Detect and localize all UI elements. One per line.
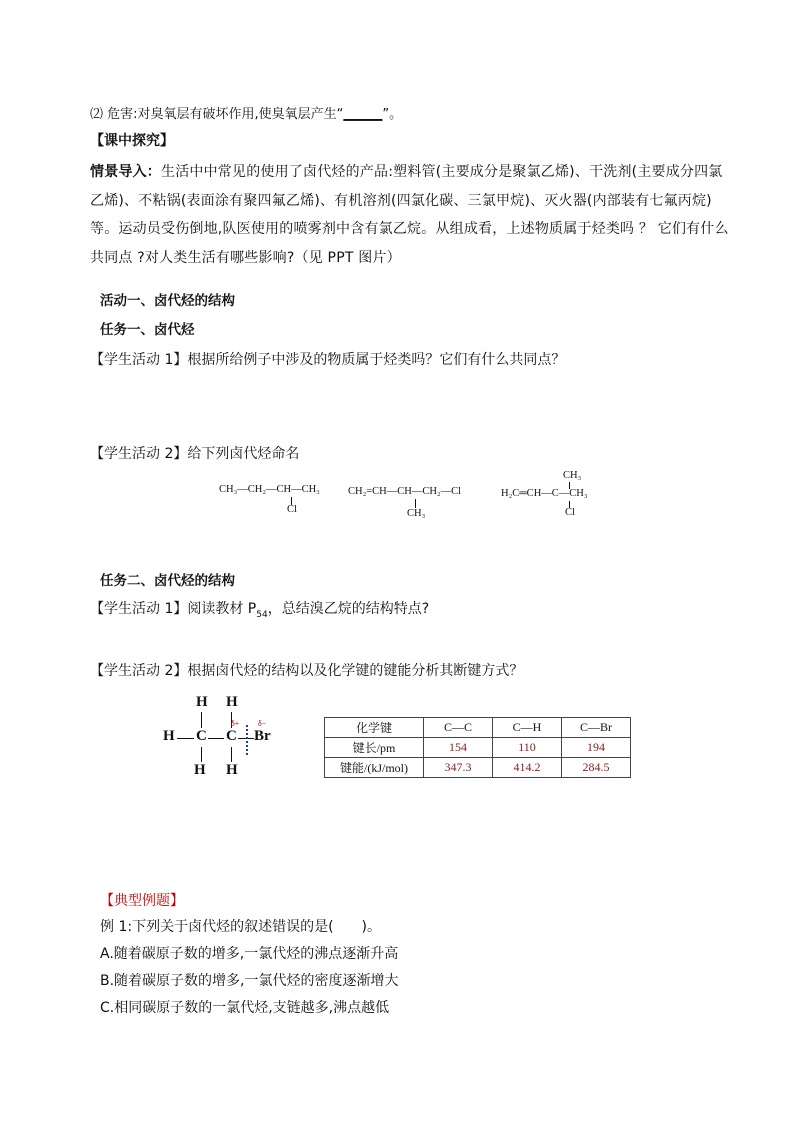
activity-tail: ，总结溴乙烷的结构特点? — [267, 601, 430, 617]
table-cell: 347.3 — [424, 758, 493, 778]
bond-bottom-right — [231, 747, 232, 762]
table-header-cell: C—H — [493, 718, 562, 738]
table-cell: 284.5 — [562, 758, 631, 778]
formula-2-sub: CH₃ — [407, 508, 426, 519]
formula-3-main: H₂C═CH—C—CH₃ — [501, 488, 588, 499]
examples-header: 【典型例题】 — [100, 893, 184, 909]
atom-h-bottom-right: H — [226, 762, 238, 778]
activity-tag: 【学生活动 1】 — [90, 601, 188, 617]
intro-lead: 情景导入： — [90, 164, 161, 180]
atom-h-left: H — [163, 728, 175, 744]
task1-activity2 — [90, 443, 299, 463]
formula-3-sub: Cl — [565, 507, 575, 518]
activity-text: 根据所给例子中涉及的物质属于烃类吗？它们有什么共同点？ — [187, 352, 566, 368]
example1-option-b: B.随着碳原子数的增多,一氯代烃的密度逐渐增大 — [100, 973, 399, 989]
activity1-title: 活动一、卤代烃的结构 — [100, 293, 235, 309]
table-cell: 110 — [493, 738, 562, 758]
page-subscript: 54 — [256, 609, 268, 620]
formula-3-top: CH₃ — [563, 470, 582, 481]
cleavage-dotted-line — [246, 725, 248, 755]
task1-activity1 — [90, 349, 565, 369]
table-header-row — [325, 718, 631, 738]
table-cell: 194 — [562, 738, 631, 758]
hazard-blank: ______ — [343, 107, 383, 122]
table-header-cell: C—C — [424, 718, 493, 738]
formula-2-bond — [415, 499, 416, 508]
activity-tag: 【学生活动 2】 — [90, 446, 188, 462]
row-label: 键长/pm — [325, 738, 424, 758]
intro-text: 生活中中常见的使用了卤代烃的产品:塑料管(主要成分是聚氯乙烯)、干洗剂(主要成分四氯乙烯)、不粘锅(表面涂有聚四氟乙烯)、有机溶剂(四氯化碳、三氯甲烷)、灭火器(内部装有七氟丙烷)等。运动员受伤倒地,队医使用的喷雾剂中含有氯乙烷。从组成看，上述物质属于烃类吗 ？ 它们有什么共同点 ?对人类生活有哪些影响?（见 PPT 图片） — [90, 164, 729, 266]
formula-1-main: CH₃—CH₂—CH—CH₃ — [219, 484, 320, 495]
activity-tag: 【学生活动 2】 — [90, 663, 188, 679]
task2-title: 任务二、卤代烃的结构 — [100, 573, 235, 589]
formula-1-sub: Cl — [287, 504, 297, 515]
activity-text: 给下列卤代烃命名 — [187, 446, 300, 462]
delta-minus: δ− — [258, 719, 267, 728]
example1-option-c: C.相同碳原子数的一氯代烃,支链越多,沸点越低 — [100, 1000, 390, 1016]
atom-br: Br — [254, 728, 271, 744]
table-row — [325, 738, 631, 758]
example1-question: 例 1:下列关于卤代烃的叙述错误的是( )。 — [100, 919, 381, 935]
atom-h-top-right: H — [226, 694, 238, 710]
hazard-line — [90, 103, 402, 122]
activity-text: 阅读教材 P — [187, 601, 257, 617]
task1-title: 任务一、卤代烃 — [100, 322, 195, 338]
bond-c-c — [208, 738, 224, 739]
section-class-header: 【课中探究】 — [90, 133, 174, 149]
atom-h-bottom-left: H — [194, 762, 206, 778]
bond-h-c — [177, 738, 194, 739]
activity-text: 根据卤代烃的结构以及化学键的键能分析其断键方式？ — [187, 663, 524, 679]
activity-tag: 【学生活动 1】 — [90, 352, 188, 368]
hazard-end: ”。 — [382, 107, 403, 122]
bond-bottom-left — [201, 747, 202, 762]
table-row — [325, 758, 631, 778]
formula-2-main: CH₂=CH—CH—CH₂—Cl — [348, 486, 462, 497]
atom-c1: C — [196, 728, 207, 744]
atom-h-top-left: H — [196, 694, 208, 710]
row-label: 键能/(kJ/mol) — [325, 758, 424, 778]
table-cell: 154 — [424, 738, 493, 758]
example1-option-a: A.随着碳原子数的增多,一氯代烃的沸点逐渐升高 — [100, 946, 399, 962]
table-header-cell: C—Br — [562, 718, 631, 738]
atom-c2: C — [226, 728, 237, 744]
delta-plus: δ+ — [231, 719, 240, 728]
table-header-cell: 化学键 — [325, 718, 424, 738]
bond-data-table — [324, 717, 631, 778]
table-cell: 414.2 — [493, 758, 562, 778]
task2-activity2 — [90, 660, 523, 680]
formula-1 — [219, 484, 320, 495]
bond-top-left — [201, 712, 202, 728]
task2-activity1 — [90, 598, 429, 620]
intro-paragraph — [90, 158, 730, 272]
hazard-text: ⑵ 危害:对臭氧层有破坏作用,使臭氧层产生“ — [90, 107, 344, 122]
